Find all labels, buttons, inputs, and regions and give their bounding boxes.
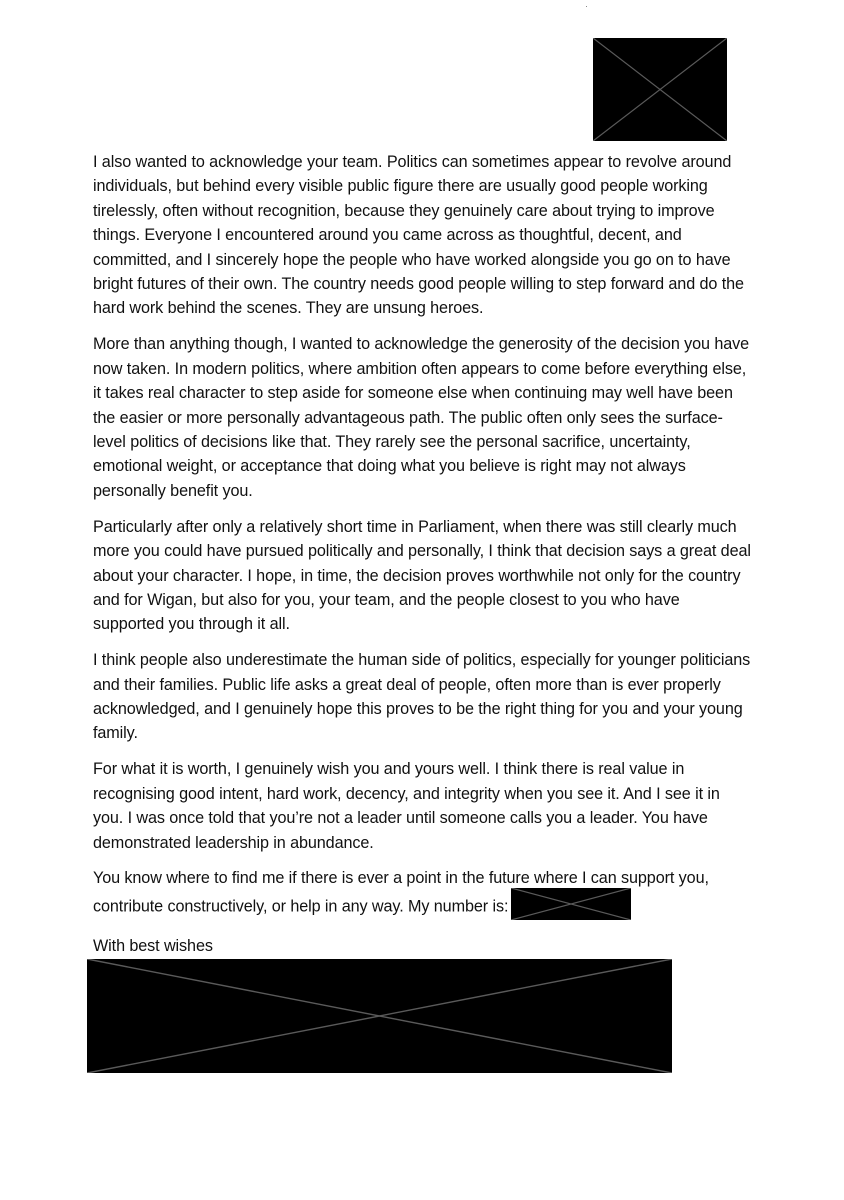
paragraph-team: I also wanted to acknowledge your team. Politics can sometimes appear to revolve around individuals, but behind every visible public figure there are usually good people working tirelessly, often without recognition, because they genuinely care about trying to improve things. Everyone I encountered around you came across as thoughtful, decent, and committed, and I sincerely hope the people who have worked alongside you go on to have bright futures of their own. The country needs good people willing to step forward and do the hard work behind the scenes. They are unsung heroes. [93,153,744,318]
redacted-image-box [593,38,727,141]
redaction-cross-icon [511,888,631,920]
speck [586,6,587,7]
redaction-cross-icon [87,959,672,1073]
contact-text: You know where to find me if there is ever a point in the future where I can support you, contribute constructively, or help in any way. My number is: [93,869,709,916]
paragraph-contact [93,866,753,922]
redacted-signature [87,959,672,1073]
redacted-phone-number [511,888,631,920]
paragraph-human-side: I think people also underestimate the human side of politics, especially for younger politicians and their families. Public life asks a great deal of people, often more than is ever properly acknowledged, and I genuinely hope this proves to be the right thing for you and your young family. [93,651,751,743]
paragraph-best-wishes: For what it is worth, I genuinely wish you and yours well. I think there is real value in recognising good intent, hard work, decency, and integrity when you see it. And I see it in you. I was once told that you’re not a leader until someone calls you a leader. You have demonstrated leadership in abundance. [93,760,720,852]
letter-body [93,150,753,970]
paragraph-parliament: Particularly after only a relatively short time in Parliament, when there was still clearly much more you could have pursued politically and personally, I think that decision says a great deal about your character. I hope, in time, the decision proves worthwhile not only for the country and for Wigan, but also for you, your team, and the people closest to you who have supported you through it all. [93,517,751,634]
paragraph-decision: More than anything though, I wanted to acknowledge the generosity of the decision you have now taken. In modern politics, where ambition often appears to come before everything else, it takes real character to step aside for someone else when continuing may well have been the easier or more personally advantageous path. The public often only sees the surface-level politics of decisions like that. They rarely see the personal sacrifice, uncertainty, emotional weight, or acceptance that doing what you believe is right may not always personally benefit you. [93,335,750,500]
redaction-cross-icon [593,38,727,141]
closing-line: With best wishes [93,937,213,956]
